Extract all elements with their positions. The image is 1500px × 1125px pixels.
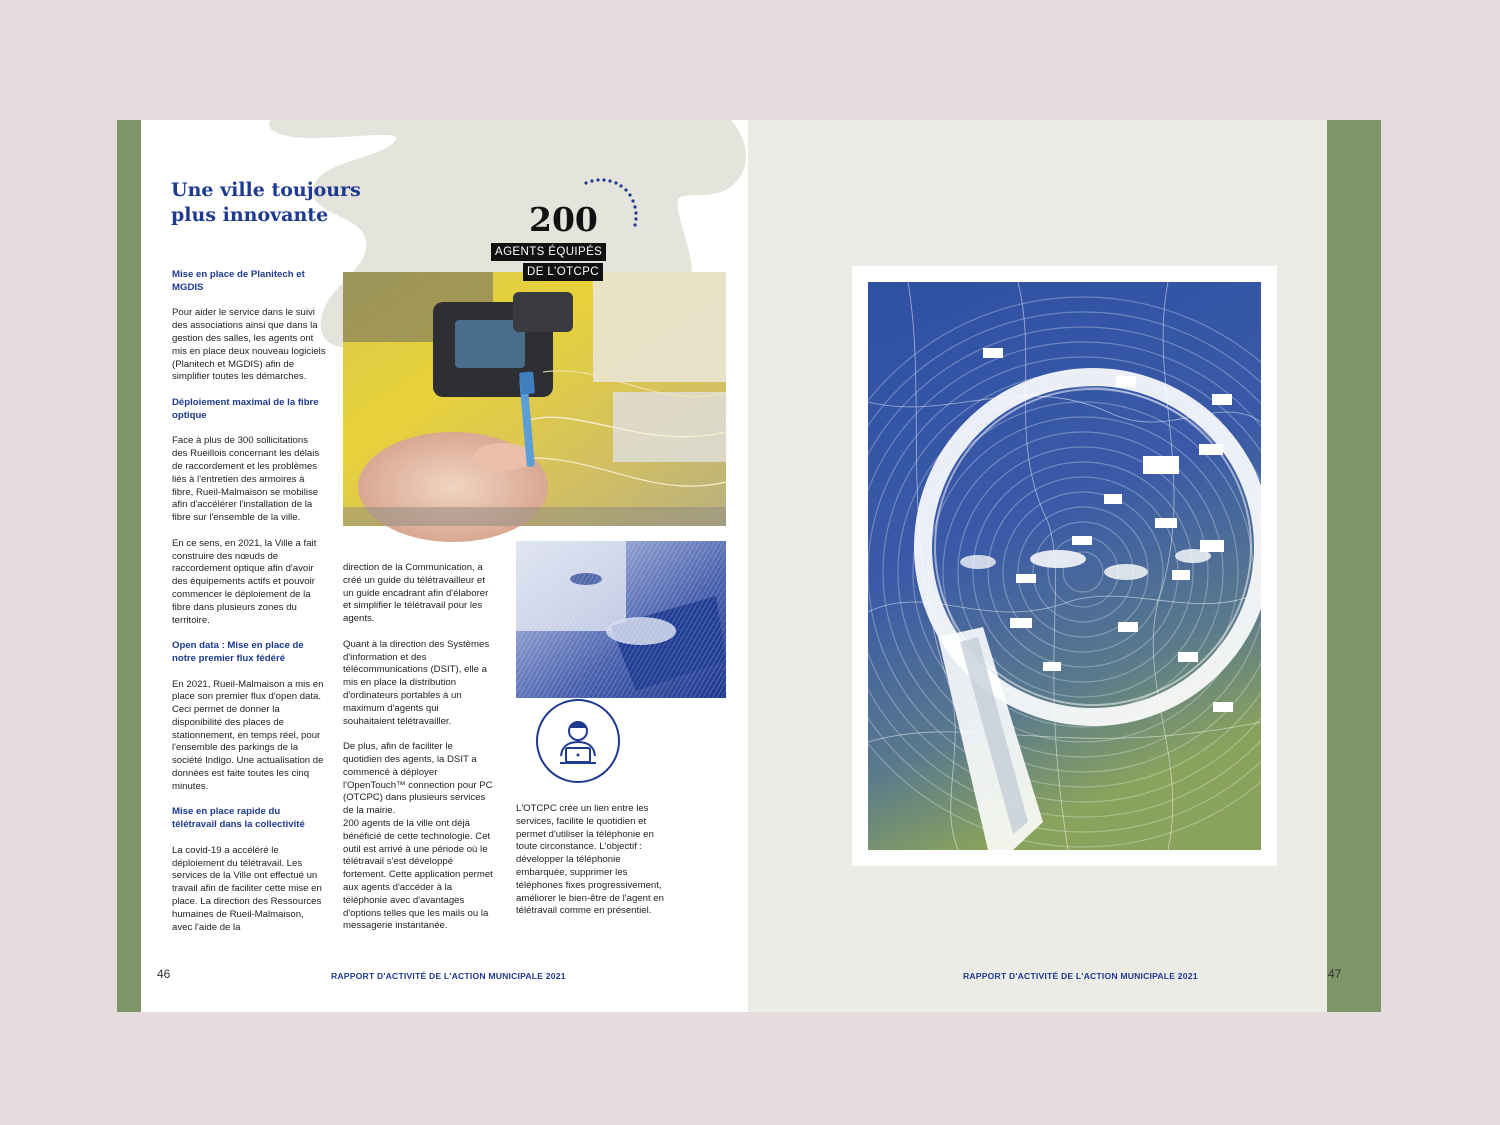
paragraph: En 2021, Rueil-Malmaison a mis en place son premier flux d'open data. Ceci permet de donner la disponibilité des places de stationnement, en temps réel, pour l'ensemble des parkings de la société Indigo. Une actualisation de données est faite toutes les cinq minutes. — [172, 678, 324, 792]
magnifying-glass-map-illustration — [868, 282, 1261, 850]
right-page — [748, 120, 1342, 1012]
page-title: Une ville toujours plus innovante — [171, 179, 361, 226]
paragraph: En ce sens, en 2021, la Ville a fait construire des nœuds de raccordement optique afin d'avoir des équipements actifs et pouvoir commencer le déploiement de la fibre dans plusieurs zones du territoire. — [172, 537, 317, 626]
laptop-typing-photo — [516, 541, 726, 698]
stat-label-line2: DE L'OTCPC — [523, 263, 603, 281]
text-column-2 — [343, 562, 493, 946]
page-number-left: 46 — [157, 967, 171, 981]
left-page — [141, 120, 748, 1012]
stat-label-line1: AGENTS ÉQUIPÉS — [491, 243, 606, 261]
person-laptop-icon — [535, 698, 621, 784]
subheading-fibre: Déploiement maximal de la fibre optique — [172, 396, 319, 421]
footer-right: RAPPORT D'ACTIVITÉ DE L'ACTION MUNICIPALE 2021 — [963, 971, 1198, 981]
page-number-right: 47 — [1328, 967, 1342, 981]
paragraph: Quant à la direction des Systèmes d'information et des télécommunications (DSIT), elle a mis en place la distribution d'ordinateurs portables à un maximum d'agents qui souhaitaient télétravailler. — [343, 638, 490, 727]
brochure-spread — [117, 120, 1381, 1012]
subheading-planitech: Mise en place de Planitech et MGDIS — [172, 269, 305, 293]
footer-left: RAPPORT D'ACTIVITÉ DE L'ACTION MUNICIPALE 2021 — [331, 971, 566, 981]
paragraph: direction de la Communication, a créé un guide du télétravailleur et un guide encadrant afin d'élaborer et simplifier le télétravail pour les agents. — [343, 562, 489, 625]
paragraph: De plus, afin de faciliter le quotidien des agents, la DSIT a commencé à déployer l'OpenTouch™ connection pour PC (OTCPC) dans plusieurs services de la mairie. — [343, 741, 493, 817]
text-column-1 — [172, 269, 326, 947]
paragraph: L'OTCPC crée un lien entre les services, facilite le quotidien et permet d'utiliser la téléphonie en toute circonstance. L'objectif : développer la téléphonie embarquée, supprimer les téléphones fixes progressivement, améliorer le bien-être de l'agent en télétravail comme en présentiel. — [516, 803, 664, 917]
stat-number: 200 — [529, 200, 598, 239]
paragraph: Pour aider le service dans le suivi des associations ainsi que dans la gestion des salles, les agents ont mis en place deux nouveau logiciels (Planitech et MGDIS) afin de simplifier toutes les démarches. — [172, 307, 326, 383]
artwork-frame — [852, 266, 1277, 866]
text-column-3 — [516, 803, 668, 931]
subheading-open-data: Open data : Mise en place de notre premier flux fédéré — [172, 640, 304, 664]
fiber-optic-photo — [343, 272, 726, 526]
paragraph: Face à plus de 300 sollicitations des Rueillois concernant les délais de raccordement et les problèmes liés à l'entretien des armoires à fibre, Rueil-Malmaison se mobilise afin d'accélérer l'installation de la fibre sur l'ensemble de la ville. — [172, 435, 320, 524]
paragraph: 200 agents de la ville ont déjà bénéficié de cette technologie. Cet outil est arrivé à une période où le télétravail s'est développé fortement. Cette application permet aux agents d'accéder à la téléphonie avec d'avantages d'options telles que les mails ou la messagerie instantanée. — [343, 817, 493, 932]
subheading-teletravail: Mise en place rapide du télétravail dans la collectivité — [172, 806, 305, 831]
paragraph: La covid-19 a accéléré le déploiement du télétravail. Les services de la Ville ont effectué un travail afin de faciliter cette mise en place. La direction des Ressources humaines de Rueil-Malmaison, avec l'aide de la — [172, 844, 322, 933]
